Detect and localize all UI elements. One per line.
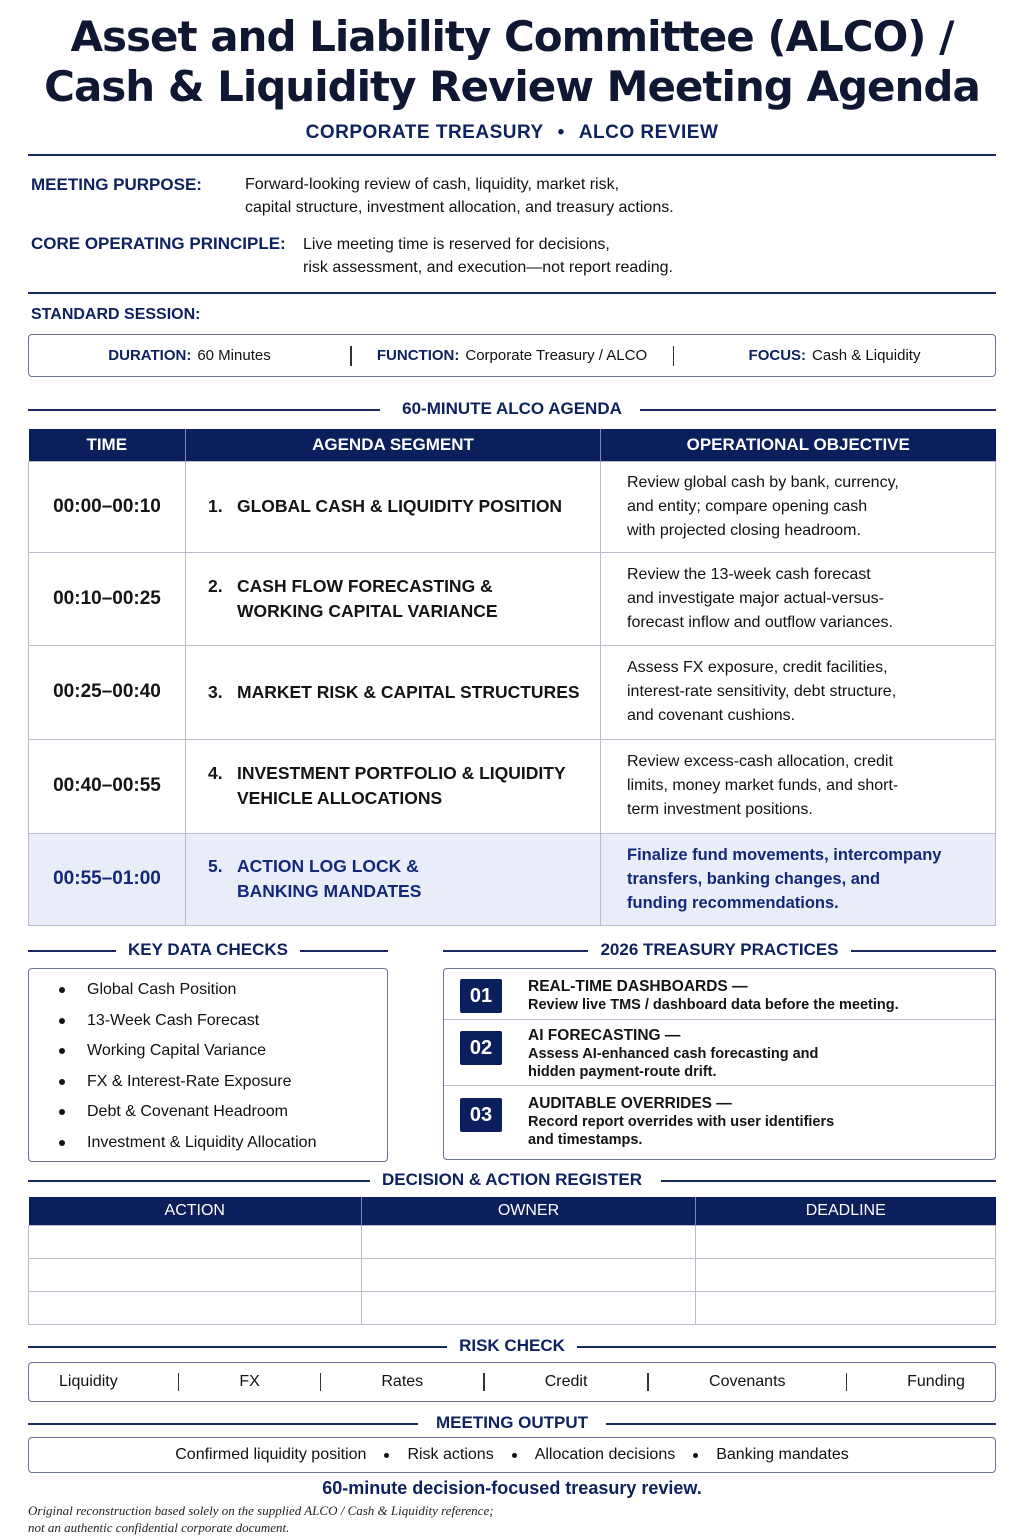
standard-session-label: STANDARD SESSION: (31, 306, 201, 323)
agenda-number: 1. (208, 496, 223, 516)
practice-number: 01 (460, 979, 502, 1013)
list-item-text: Global Cash Position (87, 981, 237, 999)
agenda-time: 00:40–00:55 (29, 739, 186, 833)
register-heading-text: DECISION & ACTION REGISTER (370, 1170, 654, 1189)
objective-line: Finalize fund movements, intercompany (627, 846, 942, 864)
bullet-icon (384, 1453, 389, 1458)
risk-item: Liquidity (59, 1373, 118, 1390)
objective-line: forecast inflow and outflow variances. (627, 613, 893, 631)
key-checks-box (28, 968, 388, 1162)
owner-cell[interactable] (362, 1258, 696, 1291)
list-item-text: FX & Interest-Rate Exposure (87, 1072, 292, 1090)
practice-text: and timestamps. (528, 1132, 643, 1148)
key-checks-heading-text: KEY DATA CHECKS (116, 940, 300, 959)
bullet-icon (693, 1453, 698, 1458)
agenda-row (29, 645, 996, 739)
core-principle-line: Live meeting time is reserved for decisions, (303, 236, 610, 253)
agenda-row (29, 552, 996, 645)
practice-text: Assess AI-enhanced cash forecasting and (528, 1046, 819, 1062)
risk-check-box (28, 1362, 996, 1402)
objective-line: transfers, banking changes, and (627, 870, 881, 888)
practice-text: hidden payment-route drift. (528, 1064, 717, 1080)
action-cell[interactable] (29, 1258, 362, 1291)
deadline-cell[interactable] (696, 1258, 996, 1291)
agenda-row (29, 461, 996, 552)
risk-item: Credit (544, 1373, 588, 1390)
separator (320, 1373, 322, 1391)
practices-heading (443, 940, 996, 962)
key-checks-heading (28, 940, 388, 962)
risk-item: Covenants (709, 1373, 786, 1390)
footnote (28, 1502, 494, 1536)
agenda-segment (237, 761, 566, 811)
risk-heading (28, 1336, 996, 1358)
practice-text: Record report overrides with user identifiers (528, 1114, 835, 1130)
separator (483, 1373, 485, 1391)
agenda-segment (237, 854, 421, 904)
session-duration (29, 347, 350, 364)
session-duration-value: 60 Minutes (197, 347, 271, 364)
practice-item (444, 1086, 995, 1159)
segment-line: INVESTMENT PORTFOLIO & LIQUIDITY (237, 763, 566, 783)
table-row (29, 1225, 996, 1258)
subtitle-left: CORPORATE TREASURY (305, 122, 544, 143)
action-register-table (28, 1197, 996, 1325)
meeting-purpose-line: Forward-looking review of cash, liquidity, market risk, (245, 176, 620, 193)
agenda-objective (601, 552, 996, 645)
objective-line: limits, money market funds, and short- (627, 777, 899, 794)
title-line-1: Asset and Liability Committee (ALCO) / (70, 12, 954, 61)
list-item-text: Investment & Liquidity Allocation (87, 1133, 317, 1151)
agenda-objective (601, 739, 996, 833)
agenda-number: 5. (208, 856, 223, 876)
output-item: Banking mandates (716, 1446, 849, 1463)
column-header-segment: AGENDA SEGMENT (186, 429, 601, 461)
agenda-objective (601, 833, 996, 925)
practice-item (444, 1020, 995, 1086)
risk-heading-text: RISK CHECK (447, 1336, 577, 1355)
agenda-header-row (29, 429, 996, 461)
column-header-deadline: DEADLINE (696, 1197, 996, 1225)
column-header-time: TIME (29, 429, 186, 461)
subtitle-right: ALCO REVIEW (578, 122, 719, 143)
purpose-divider (28, 292, 996, 294)
agenda-objective (601, 645, 996, 739)
objective-line: Review the 13-week cash forecast (627, 565, 871, 583)
session-function-label: FUNCTION: (376, 347, 460, 364)
tagline: 60-minute decision-focused treasury review. (322, 1478, 702, 1498)
segment-line: CASH FLOW FORECASTING & (237, 575, 493, 596)
output-heading (28, 1413, 996, 1435)
bullet-icon (59, 1018, 65, 1024)
agenda-row (29, 739, 996, 833)
practices-heading-text: 2026 TREASURY PRACTICES (588, 940, 850, 959)
table-row (29, 1258, 996, 1291)
practice-text: Review live TMS / dashboard data before the meeting. (528, 997, 899, 1013)
practice-title: AI FORECASTING — (528, 1027, 681, 1044)
objective-line: with projected closing headroom. (627, 521, 861, 539)
meeting-purpose-line: capital structure, investment allocation, and treasury actions. (245, 199, 674, 216)
agenda-time: 00:00–00:10 (29, 461, 186, 552)
objective-line: and investigate major actual-versus- (627, 589, 885, 607)
separator (647, 1373, 649, 1391)
agenda-number: 4. (208, 763, 223, 783)
footnote-line: Original reconstruction based solely on the supplied ALCO / Cash & Liquidity reference; (28, 1503, 494, 1518)
core-principle-line: risk assessment, and execution—not report reading. (303, 259, 673, 276)
objective-line: and covenant cushions. (627, 707, 796, 724)
table-row (29, 1291, 996, 1324)
agenda-segment: GLOBAL CASH & LIQUIDITY POSITION (237, 496, 563, 516)
objective-line: funding recommendations. (627, 894, 839, 912)
bullet-icon (59, 1109, 65, 1115)
agenda-segment: MARKET RISK & CAPITAL STRUCTURES (237, 681, 580, 702)
segment-line: ACTION LOG LOCK & (237, 856, 419, 876)
list-item (29, 1067, 387, 1098)
agenda-heading-text: 60-MINUTE ALCO AGENDA (390, 399, 634, 418)
separator (178, 1373, 180, 1391)
deadline-cell[interactable] (696, 1291, 996, 1324)
bullet-icon (59, 1079, 65, 1085)
session-duration-label: DURATION: (108, 347, 192, 364)
action-cell[interactable] (29, 1291, 362, 1324)
practice-title: AUDITABLE OVERRIDES — (528, 1095, 732, 1112)
action-cell[interactable] (29, 1225, 362, 1258)
output-heading-text: MEETING OUTPUT (424, 1413, 600, 1432)
session-focus (674, 347, 995, 364)
meeting-output-box (28, 1437, 996, 1473)
bullet-icon (59, 987, 65, 993)
key-checks-list (29, 975, 387, 1158)
footnote-line: not an authentic confidential corporate document. (28, 1520, 290, 1535)
agenda-number: 3. (208, 681, 223, 702)
deadline-cell[interactable] (696, 1225, 996, 1258)
session-focus-value: Cash & Liquidity (812, 347, 921, 364)
list-item-text: Working Capital Variance (87, 1042, 267, 1060)
agenda-number: 2. (208, 575, 223, 596)
risk-item: Funding (907, 1373, 965, 1390)
agenda-objective (601, 461, 996, 552)
practices-box (443, 968, 996, 1160)
bullet-icon (512, 1453, 517, 1458)
segment-line: VEHICLE ALLOCATIONS (237, 788, 443, 808)
objective-line: and entity; compare opening cash (627, 497, 868, 515)
practice-title: REAL-TIME DASHBOARDS — (528, 978, 748, 995)
agenda-table (28, 429, 996, 926)
output-item: Allocation decisions (534, 1446, 676, 1463)
practice-number: 02 (460, 1031, 502, 1065)
list-item-text: Debt & Covenant Headroom (87, 1103, 288, 1121)
title-line-2: Cash & Liquidity Review Meeting Agenda (44, 62, 980, 111)
session-function-value: Corporate Treasury / ALCO (465, 347, 648, 364)
column-header-action: ACTION (29, 1197, 362, 1225)
owner-cell[interactable] (362, 1225, 696, 1258)
subtitle-separator: • (557, 122, 565, 143)
register-heading (28, 1170, 996, 1192)
list-item-text: 13-Week Cash Forecast (87, 1011, 260, 1029)
meeting-purpose-text (245, 173, 674, 219)
agenda-time: 00:25–00:40 (29, 645, 186, 739)
page-title (0, 12, 1024, 112)
agenda-time: 00:10–00:25 (29, 552, 186, 645)
output-item: Risk actions (407, 1446, 494, 1463)
objective-line: Review excess-cash allocation, credit (627, 753, 893, 770)
objective-line: term investment positions. (627, 801, 813, 818)
bullet-icon (59, 1048, 65, 1054)
standard-session-box (28, 334, 996, 377)
agenda-heading (28, 399, 996, 421)
agenda-segment (237, 574, 498, 624)
subtitle (0, 122, 1024, 144)
objective-line: interest-rate sensitivity, debt structure, (627, 683, 897, 700)
practice-item (444, 969, 995, 1020)
core-principle-text (303, 233, 673, 279)
list-item (29, 975, 387, 1006)
practice-number: 03 (460, 1098, 502, 1132)
list-item (29, 1006, 387, 1037)
segment-line: WORKING CAPITAL VARIANCE (237, 600, 498, 621)
list-item (29, 1097, 387, 1128)
list-item (29, 1036, 387, 1067)
session-function (352, 347, 673, 364)
column-header-owner: OWNER (362, 1197, 696, 1225)
objective-line: Review global cash by bank, currency, (627, 473, 899, 491)
objective-line: Assess FX exposure, credit facilities, (627, 659, 888, 676)
session-focus-label: FOCUS: (748, 347, 807, 364)
agenda-time: 00:55–01:00 (29, 833, 186, 925)
column-header-objective: OPERATIONAL OBJECTIVE (601, 429, 996, 461)
output-item: Confirmed liquidity position (175, 1446, 367, 1463)
list-item (29, 1128, 387, 1159)
bullet-icon (59, 1140, 65, 1146)
segment-line: BANKING MANDATES (237, 881, 422, 901)
owner-cell[interactable] (362, 1291, 696, 1324)
risk-item: FX (239, 1373, 260, 1390)
meeting-purpose-label: MEETING PURPOSE: (31, 175, 202, 194)
agenda-row-highlighted (29, 833, 996, 925)
risk-item: Rates (381, 1373, 424, 1390)
separator (846, 1373, 848, 1391)
header-divider (28, 154, 996, 156)
core-principle-label: CORE OPERATING PRINCIPLE: (31, 234, 286, 253)
register-header-row (29, 1197, 996, 1225)
